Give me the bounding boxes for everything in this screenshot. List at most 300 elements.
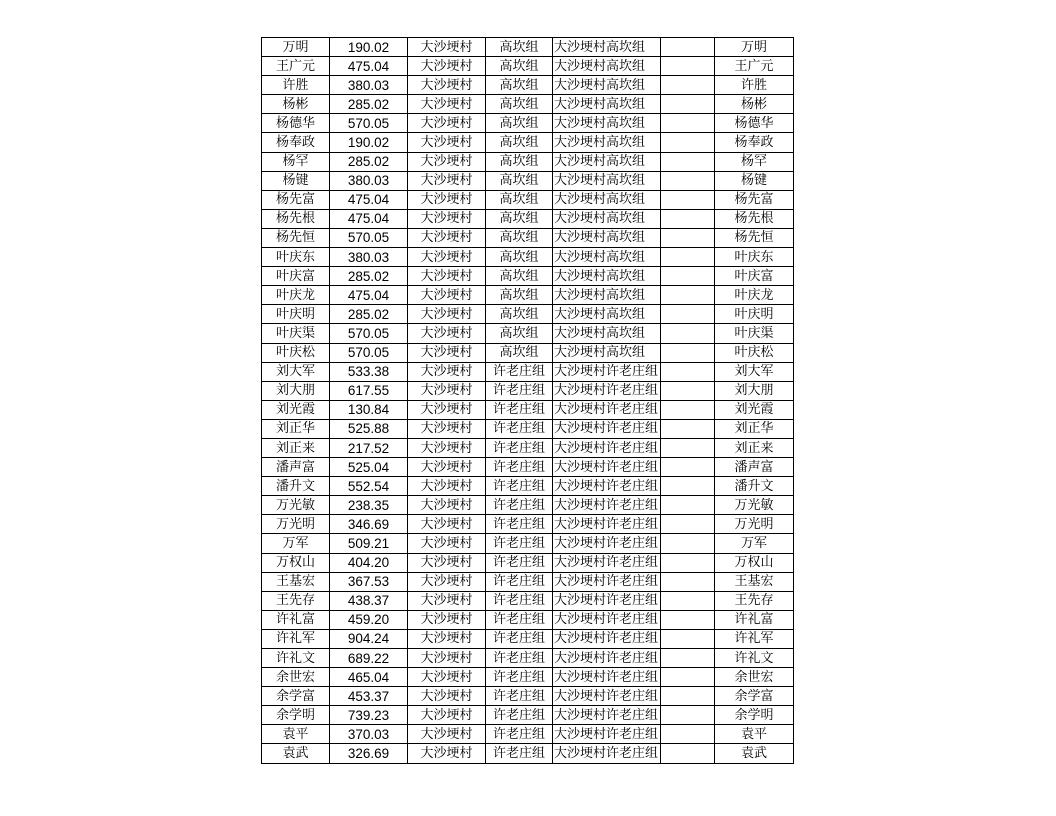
address-cell: 大沙埂村高坎组 [553, 171, 661, 190]
address-cell: 大沙埂村许老庄组 [553, 687, 661, 706]
payee-cell: 叶庆龙 [715, 286, 794, 305]
amount-cell: 525.04 [330, 458, 408, 477]
group-cell: 许老庄组 [486, 744, 553, 763]
blank-cell [661, 228, 715, 247]
name-cell: 王广元 [262, 57, 330, 76]
amount-cell: 475.04 [330, 190, 408, 209]
table-row [262, 572, 794, 591]
amount-cell: 739.23 [330, 706, 408, 725]
name-cell: 杨先恒 [262, 228, 330, 247]
blank-cell [661, 114, 715, 133]
payee-cell: 杨奉政 [715, 133, 794, 152]
payee-cell: 万明 [715, 38, 794, 57]
address-cell: 大沙埂村许老庄组 [553, 725, 661, 744]
address-cell: 大沙埂村许老庄组 [553, 458, 661, 477]
group-cell: 许老庄组 [486, 553, 553, 572]
address-cell: 大沙埂村高坎组 [553, 76, 661, 95]
name-cell: 余世宏 [262, 668, 330, 687]
address-cell: 大沙埂村许老庄组 [553, 610, 661, 629]
village-cell: 大沙埂村 [408, 267, 486, 286]
address-cell: 大沙埂村高坎组 [553, 248, 661, 267]
name-cell: 叶庆东 [262, 248, 330, 267]
group-cell: 许老庄组 [486, 458, 553, 477]
amount-cell: 453.37 [330, 687, 408, 706]
group-cell: 许老庄组 [486, 515, 553, 534]
table-row [262, 152, 794, 171]
village-cell: 大沙埂村 [408, 629, 486, 648]
payee-cell: 叶庆明 [715, 305, 794, 324]
amount-cell: 346.69 [330, 515, 408, 534]
address-cell: 大沙埂村高坎组 [553, 286, 661, 305]
payee-cell: 潘声富 [715, 458, 794, 477]
name-cell: 余学明 [262, 706, 330, 725]
name-cell: 刘正华 [262, 419, 330, 438]
address-cell: 大沙埂村许老庄组 [553, 496, 661, 515]
name-cell: 许礼文 [262, 649, 330, 668]
payee-cell: 许礼富 [715, 610, 794, 629]
payee-cell: 杨先富 [715, 190, 794, 209]
village-cell: 大沙埂村 [408, 248, 486, 267]
table-row [262, 610, 794, 629]
blank-cell [661, 725, 715, 744]
village-cell: 大沙埂村 [408, 419, 486, 438]
blank-cell [661, 458, 715, 477]
table-row [262, 438, 794, 457]
name-cell: 万明 [262, 38, 330, 57]
blank-cell [661, 553, 715, 572]
amount-cell: 217.52 [330, 438, 408, 457]
blank-cell [661, 248, 715, 267]
name-cell: 叶庆渠 [262, 324, 330, 343]
name-cell: 刘光霞 [262, 400, 330, 419]
group-cell: 高坎组 [486, 152, 553, 171]
table-row [262, 744, 794, 763]
table-row [262, 725, 794, 744]
blank-cell [661, 381, 715, 400]
name-cell: 叶庆松 [262, 343, 330, 362]
table-row [262, 687, 794, 706]
group-cell: 许老庄组 [486, 496, 553, 515]
name-cell: 袁平 [262, 725, 330, 744]
village-cell: 大沙埂村 [408, 438, 486, 457]
group-cell: 高坎组 [486, 95, 553, 114]
amount-cell: 475.04 [330, 286, 408, 305]
amount-cell: 285.02 [330, 305, 408, 324]
payee-cell: 许礼文 [715, 649, 794, 668]
payee-cell: 杨先恒 [715, 228, 794, 247]
payee-cell: 万军 [715, 534, 794, 553]
table-row [262, 57, 794, 76]
payee-cell: 潘升文 [715, 477, 794, 496]
village-cell: 大沙埂村 [408, 687, 486, 706]
village-cell: 大沙埂村 [408, 95, 486, 114]
name-cell: 杨先富 [262, 190, 330, 209]
amount-cell: 238.35 [330, 496, 408, 515]
address-cell: 大沙埂村高坎组 [553, 133, 661, 152]
group-cell: 高坎组 [486, 190, 553, 209]
group-cell: 许老庄组 [486, 706, 553, 725]
name-cell: 余学富 [262, 687, 330, 706]
group-cell: 许老庄组 [486, 419, 553, 438]
village-cell: 大沙埂村 [408, 458, 486, 477]
table-row [262, 343, 794, 362]
blank-cell [661, 515, 715, 534]
amount-cell: 570.05 [330, 228, 408, 247]
blank-cell [661, 324, 715, 343]
address-cell: 大沙埂村高坎组 [553, 95, 661, 114]
village-cell: 大沙埂村 [408, 286, 486, 305]
payee-cell: 杨德华 [715, 114, 794, 133]
amount-cell: 617.55 [330, 381, 408, 400]
village-cell: 大沙埂村 [408, 305, 486, 324]
payee-cell: 万光敏 [715, 496, 794, 515]
table-row [262, 419, 794, 438]
amount-cell: 525.88 [330, 419, 408, 438]
table-row [262, 649, 794, 668]
amount-cell: 285.02 [330, 95, 408, 114]
blank-cell [661, 400, 715, 419]
group-cell: 许老庄组 [486, 687, 553, 706]
blank-cell [661, 171, 715, 190]
blank-cell [661, 591, 715, 610]
group-cell: 高坎组 [486, 286, 553, 305]
name-cell: 杨德华 [262, 114, 330, 133]
blank-cell [661, 572, 715, 591]
amount-cell: 570.05 [330, 324, 408, 343]
address-cell: 大沙埂村许老庄组 [553, 477, 661, 496]
village-cell: 大沙埂村 [408, 324, 486, 343]
amount-cell: 380.03 [330, 171, 408, 190]
blank-cell [661, 267, 715, 286]
payee-cell: 万权山 [715, 553, 794, 572]
village-cell: 大沙埂村 [408, 744, 486, 763]
payee-cell: 余学明 [715, 706, 794, 725]
group-cell: 许老庄组 [486, 534, 553, 553]
table-row [262, 324, 794, 343]
village-cell: 大沙埂村 [408, 343, 486, 362]
village-cell: 大沙埂村 [408, 706, 486, 725]
group-cell: 许老庄组 [486, 572, 553, 591]
name-cell: 刘大军 [262, 362, 330, 381]
amount-cell: 404.20 [330, 553, 408, 572]
village-cell: 大沙埂村 [408, 114, 486, 133]
group-cell: 高坎组 [486, 171, 553, 190]
payee-cell: 万光明 [715, 515, 794, 534]
village-cell: 大沙埂村 [408, 190, 486, 209]
amount-cell: 367.53 [330, 572, 408, 591]
amount-cell: 190.02 [330, 133, 408, 152]
name-cell: 叶庆明 [262, 305, 330, 324]
blank-cell [661, 133, 715, 152]
blank-cell [661, 496, 715, 515]
address-cell: 大沙埂村高坎组 [553, 209, 661, 228]
village-cell: 大沙埂村 [408, 668, 486, 687]
table-row [262, 477, 794, 496]
group-cell: 许老庄组 [486, 362, 553, 381]
payment-table [261, 37, 794, 764]
amount-cell: 380.03 [330, 248, 408, 267]
address-cell: 大沙埂村许老庄组 [553, 534, 661, 553]
group-cell: 许老庄组 [486, 629, 553, 648]
table-row [262, 114, 794, 133]
name-cell: 许胜 [262, 76, 330, 95]
blank-cell [661, 610, 715, 629]
blank-cell [661, 687, 715, 706]
village-cell: 大沙埂村 [408, 572, 486, 591]
blank-cell [661, 286, 715, 305]
blank-cell [661, 419, 715, 438]
name-cell: 杨先根 [262, 209, 330, 228]
name-cell: 王先存 [262, 591, 330, 610]
village-cell: 大沙埂村 [408, 649, 486, 668]
name-cell: 许礼军 [262, 629, 330, 648]
amount-cell: 326.69 [330, 744, 408, 763]
payee-cell: 刘大军 [715, 362, 794, 381]
payee-cell: 王广元 [715, 57, 794, 76]
group-cell: 许老庄组 [486, 477, 553, 496]
payee-cell: 杨罕 [715, 152, 794, 171]
village-cell: 大沙埂村 [408, 534, 486, 553]
table-row [262, 38, 794, 57]
blank-cell [661, 534, 715, 553]
village-cell: 大沙埂村 [408, 515, 486, 534]
blank-cell [661, 209, 715, 228]
amount-cell: 459.20 [330, 610, 408, 629]
village-cell: 大沙埂村 [408, 57, 486, 76]
group-cell: 许老庄组 [486, 610, 553, 629]
name-cell: 万权山 [262, 553, 330, 572]
amount-cell: 475.04 [330, 57, 408, 76]
payee-cell: 余世宏 [715, 668, 794, 687]
name-cell: 刘大朋 [262, 381, 330, 400]
payee-cell: 刘大朋 [715, 381, 794, 400]
village-cell: 大沙埂村 [408, 400, 486, 419]
name-cell: 杨彬 [262, 95, 330, 114]
payee-cell: 叶庆富 [715, 267, 794, 286]
name-cell: 叶庆富 [262, 267, 330, 286]
address-cell: 大沙埂村许老庄组 [553, 515, 661, 534]
blank-cell [661, 477, 715, 496]
amount-cell: 570.05 [330, 114, 408, 133]
address-cell: 大沙埂村高坎组 [553, 228, 661, 247]
blank-cell [661, 649, 715, 668]
blank-cell [661, 343, 715, 362]
address-cell: 大沙埂村许老庄组 [553, 381, 661, 400]
village-cell: 大沙埂村 [408, 553, 486, 572]
payee-cell: 杨键 [715, 171, 794, 190]
amount-cell: 285.02 [330, 152, 408, 171]
payee-cell: 叶庆松 [715, 343, 794, 362]
group-cell: 许老庄组 [486, 725, 553, 744]
table-row [262, 171, 794, 190]
group-cell: 许老庄组 [486, 400, 553, 419]
payee-cell: 刘正华 [715, 419, 794, 438]
table-row [262, 629, 794, 648]
address-cell: 大沙埂村高坎组 [553, 305, 661, 324]
name-cell: 万光明 [262, 515, 330, 534]
group-cell: 高坎组 [486, 76, 553, 95]
address-cell: 大沙埂村许老庄组 [553, 629, 661, 648]
blank-cell [661, 95, 715, 114]
payee-cell: 杨彬 [715, 95, 794, 114]
payee-cell: 叶庆渠 [715, 324, 794, 343]
table-row [262, 209, 794, 228]
address-cell: 大沙埂村许老庄组 [553, 668, 661, 687]
group-cell: 许老庄组 [486, 668, 553, 687]
name-cell: 袁武 [262, 744, 330, 763]
payee-cell: 许胜 [715, 76, 794, 95]
table-row [262, 267, 794, 286]
table-row [262, 305, 794, 324]
address-cell: 大沙埂村许老庄组 [553, 419, 661, 438]
address-cell: 大沙埂村许老庄组 [553, 553, 661, 572]
payee-cell: 刘光霞 [715, 400, 794, 419]
table-row [262, 458, 794, 477]
blank-cell [661, 668, 715, 687]
name-cell: 万光敏 [262, 496, 330, 515]
payee-cell: 刘正来 [715, 438, 794, 457]
amount-cell: 285.02 [330, 267, 408, 286]
blank-cell [661, 38, 715, 57]
address-cell: 大沙埂村高坎组 [553, 324, 661, 343]
name-cell: 王基宏 [262, 572, 330, 591]
address-cell: 大沙埂村许老庄组 [553, 572, 661, 591]
name-cell: 万军 [262, 534, 330, 553]
table-row [262, 248, 794, 267]
group-cell: 高坎组 [486, 114, 553, 133]
blank-cell [661, 706, 715, 725]
blank-cell [661, 76, 715, 95]
village-cell: 大沙埂村 [408, 477, 486, 496]
village-cell: 大沙埂村 [408, 228, 486, 247]
village-cell: 大沙埂村 [408, 725, 486, 744]
amount-cell: 904.24 [330, 629, 408, 648]
name-cell: 杨罕 [262, 152, 330, 171]
amount-cell: 689.22 [330, 649, 408, 668]
address-cell: 大沙埂村许老庄组 [553, 400, 661, 419]
payee-cell: 叶庆东 [715, 248, 794, 267]
table-row [262, 515, 794, 534]
name-cell: 杨键 [262, 171, 330, 190]
group-cell: 高坎组 [486, 324, 553, 343]
table-row [262, 76, 794, 95]
blank-cell [661, 744, 715, 763]
table-row [262, 133, 794, 152]
payee-cell: 袁武 [715, 744, 794, 763]
table-row [262, 95, 794, 114]
payee-cell: 王基宏 [715, 572, 794, 591]
amount-cell: 509.21 [330, 534, 408, 553]
payee-cell: 杨先根 [715, 209, 794, 228]
address-cell: 大沙埂村高坎组 [553, 57, 661, 76]
table-row [262, 362, 794, 381]
table-row [262, 286, 794, 305]
amount-cell: 552.54 [330, 477, 408, 496]
address-cell: 大沙埂村高坎组 [553, 190, 661, 209]
table-row [262, 190, 794, 209]
address-cell: 大沙埂村高坎组 [553, 114, 661, 133]
amount-cell: 570.05 [330, 343, 408, 362]
group-cell: 许老庄组 [486, 591, 553, 610]
name-cell: 潘升文 [262, 477, 330, 496]
name-cell: 潘声富 [262, 458, 330, 477]
table-row [262, 534, 794, 553]
table-row [262, 591, 794, 610]
address-cell: 大沙埂村许老庄组 [553, 438, 661, 457]
blank-cell [661, 57, 715, 76]
group-cell: 许老庄组 [486, 649, 553, 668]
table-row [262, 496, 794, 515]
address-cell: 大沙埂村高坎组 [553, 38, 661, 57]
blank-cell [661, 190, 715, 209]
address-cell: 大沙埂村高坎组 [553, 152, 661, 171]
amount-cell: 380.03 [330, 76, 408, 95]
address-cell: 大沙埂村许老庄组 [553, 649, 661, 668]
group-cell: 高坎组 [486, 343, 553, 362]
amount-cell: 475.04 [330, 209, 408, 228]
village-cell: 大沙埂村 [408, 209, 486, 228]
group-cell: 高坎组 [486, 267, 553, 286]
name-cell: 刘正来 [262, 438, 330, 457]
name-cell: 杨奉政 [262, 133, 330, 152]
village-cell: 大沙埂村 [408, 591, 486, 610]
group-cell: 许老庄组 [486, 381, 553, 400]
amount-cell: 533.38 [330, 362, 408, 381]
blank-cell [661, 438, 715, 457]
table-row [262, 228, 794, 247]
table-row [262, 400, 794, 419]
name-cell: 许礼富 [262, 610, 330, 629]
table-row [262, 668, 794, 687]
village-cell: 大沙埂村 [408, 610, 486, 629]
payee-cell: 余学富 [715, 687, 794, 706]
table-body [262, 38, 794, 764]
group-cell: 高坎组 [486, 133, 553, 152]
amount-cell: 130.84 [330, 400, 408, 419]
blank-cell [661, 362, 715, 381]
group-cell: 高坎组 [486, 209, 553, 228]
village-cell: 大沙埂村 [408, 152, 486, 171]
address-cell: 大沙埂村高坎组 [553, 343, 661, 362]
blank-cell [661, 305, 715, 324]
amount-cell: 438.37 [330, 591, 408, 610]
group-cell: 高坎组 [486, 38, 553, 57]
payee-cell: 袁平 [715, 725, 794, 744]
payee-cell: 王先存 [715, 591, 794, 610]
amount-cell: 370.03 [330, 725, 408, 744]
blank-cell [661, 152, 715, 171]
address-cell: 大沙埂村许老庄组 [553, 591, 661, 610]
village-cell: 大沙埂村 [408, 362, 486, 381]
group-cell: 高坎组 [486, 228, 553, 247]
address-cell: 大沙埂村许老庄组 [553, 706, 661, 725]
village-cell: 大沙埂村 [408, 381, 486, 400]
payee-cell: 许礼军 [715, 629, 794, 648]
group-cell: 许老庄组 [486, 438, 553, 457]
group-cell: 高坎组 [486, 248, 553, 267]
table-row [262, 381, 794, 400]
table-row [262, 553, 794, 572]
group-cell: 高坎组 [486, 57, 553, 76]
table-row [262, 706, 794, 725]
name-cell: 叶庆龙 [262, 286, 330, 305]
amount-cell: 190.02 [330, 38, 408, 57]
address-cell: 大沙埂村高坎组 [553, 267, 661, 286]
village-cell: 大沙埂村 [408, 133, 486, 152]
address-cell: 大沙埂村许老庄组 [553, 362, 661, 381]
blank-cell [661, 629, 715, 648]
address-cell: 大沙埂村许老庄组 [553, 744, 661, 763]
